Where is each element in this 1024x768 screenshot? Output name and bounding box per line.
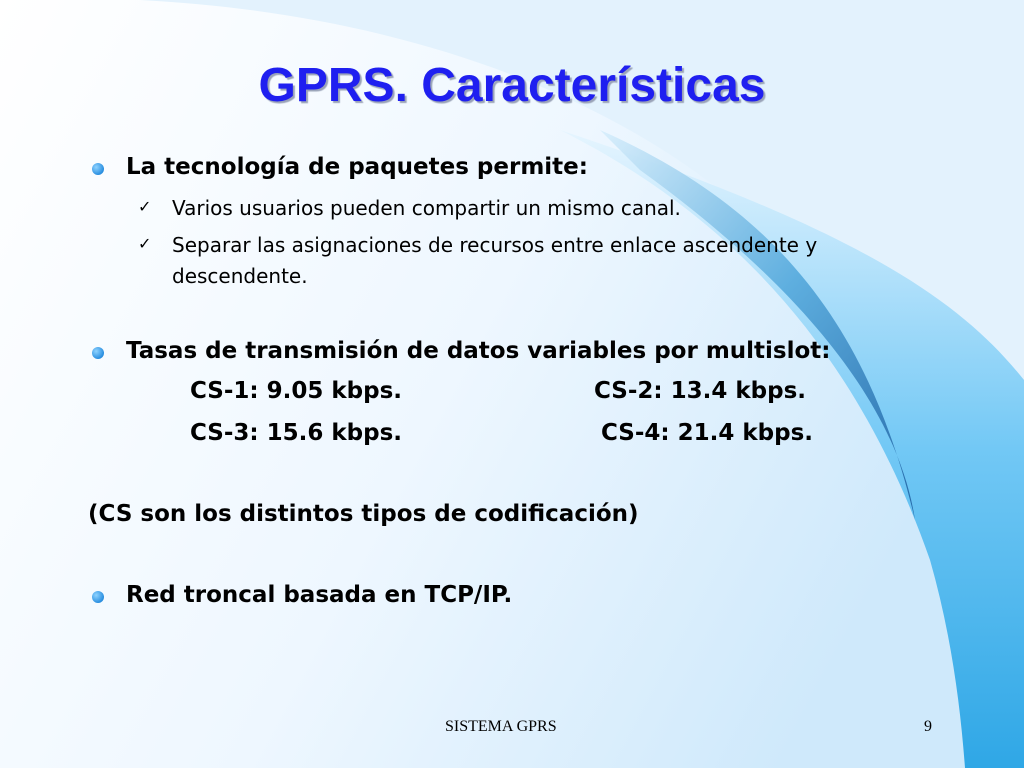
page-number: 9	[924, 718, 932, 735]
footer-title: SISTEMA GPRS	[445, 718, 557, 735]
rate-cs3: CS-3: 15.6 kbps.	[190, 420, 403, 446]
bullet-icon	[92, 347, 104, 359]
checkmark-icon: ✓	[138, 197, 152, 216]
bullet-text-rates: Tasas de transmisión de datos variables por multislot:	[126, 338, 831, 364]
slide-title: GPRS. Características	[258, 59, 766, 112]
checkmark-icon: ✓	[138, 234, 152, 253]
bullet-text-packets: La tecnología de paquetes permite:	[126, 154, 588, 180]
subitem-resource-allocation: Separar las asignaciones de recursos entre enlace ascendente y descendente.	[172, 233, 818, 288]
rate-cs1: CS-1: 9.05 kbps.	[190, 378, 403, 404]
rate-cs4: CS-4: 21.4 kbps.	[601, 420, 814, 446]
coding-note: (CS son los distintos tipos de codificación)	[88, 501, 639, 527]
bullet-icon	[92, 591, 104, 603]
bullet-text-backbone: Red troncal basada en TCP/IP.	[126, 582, 513, 608]
bullet-icon	[92, 163, 104, 175]
subitem-shared-channel: Varios usuarios pueden compartir un mismo canal.	[172, 196, 681, 220]
rate-cs2: CS-2: 13.4 kbps.	[594, 378, 807, 404]
